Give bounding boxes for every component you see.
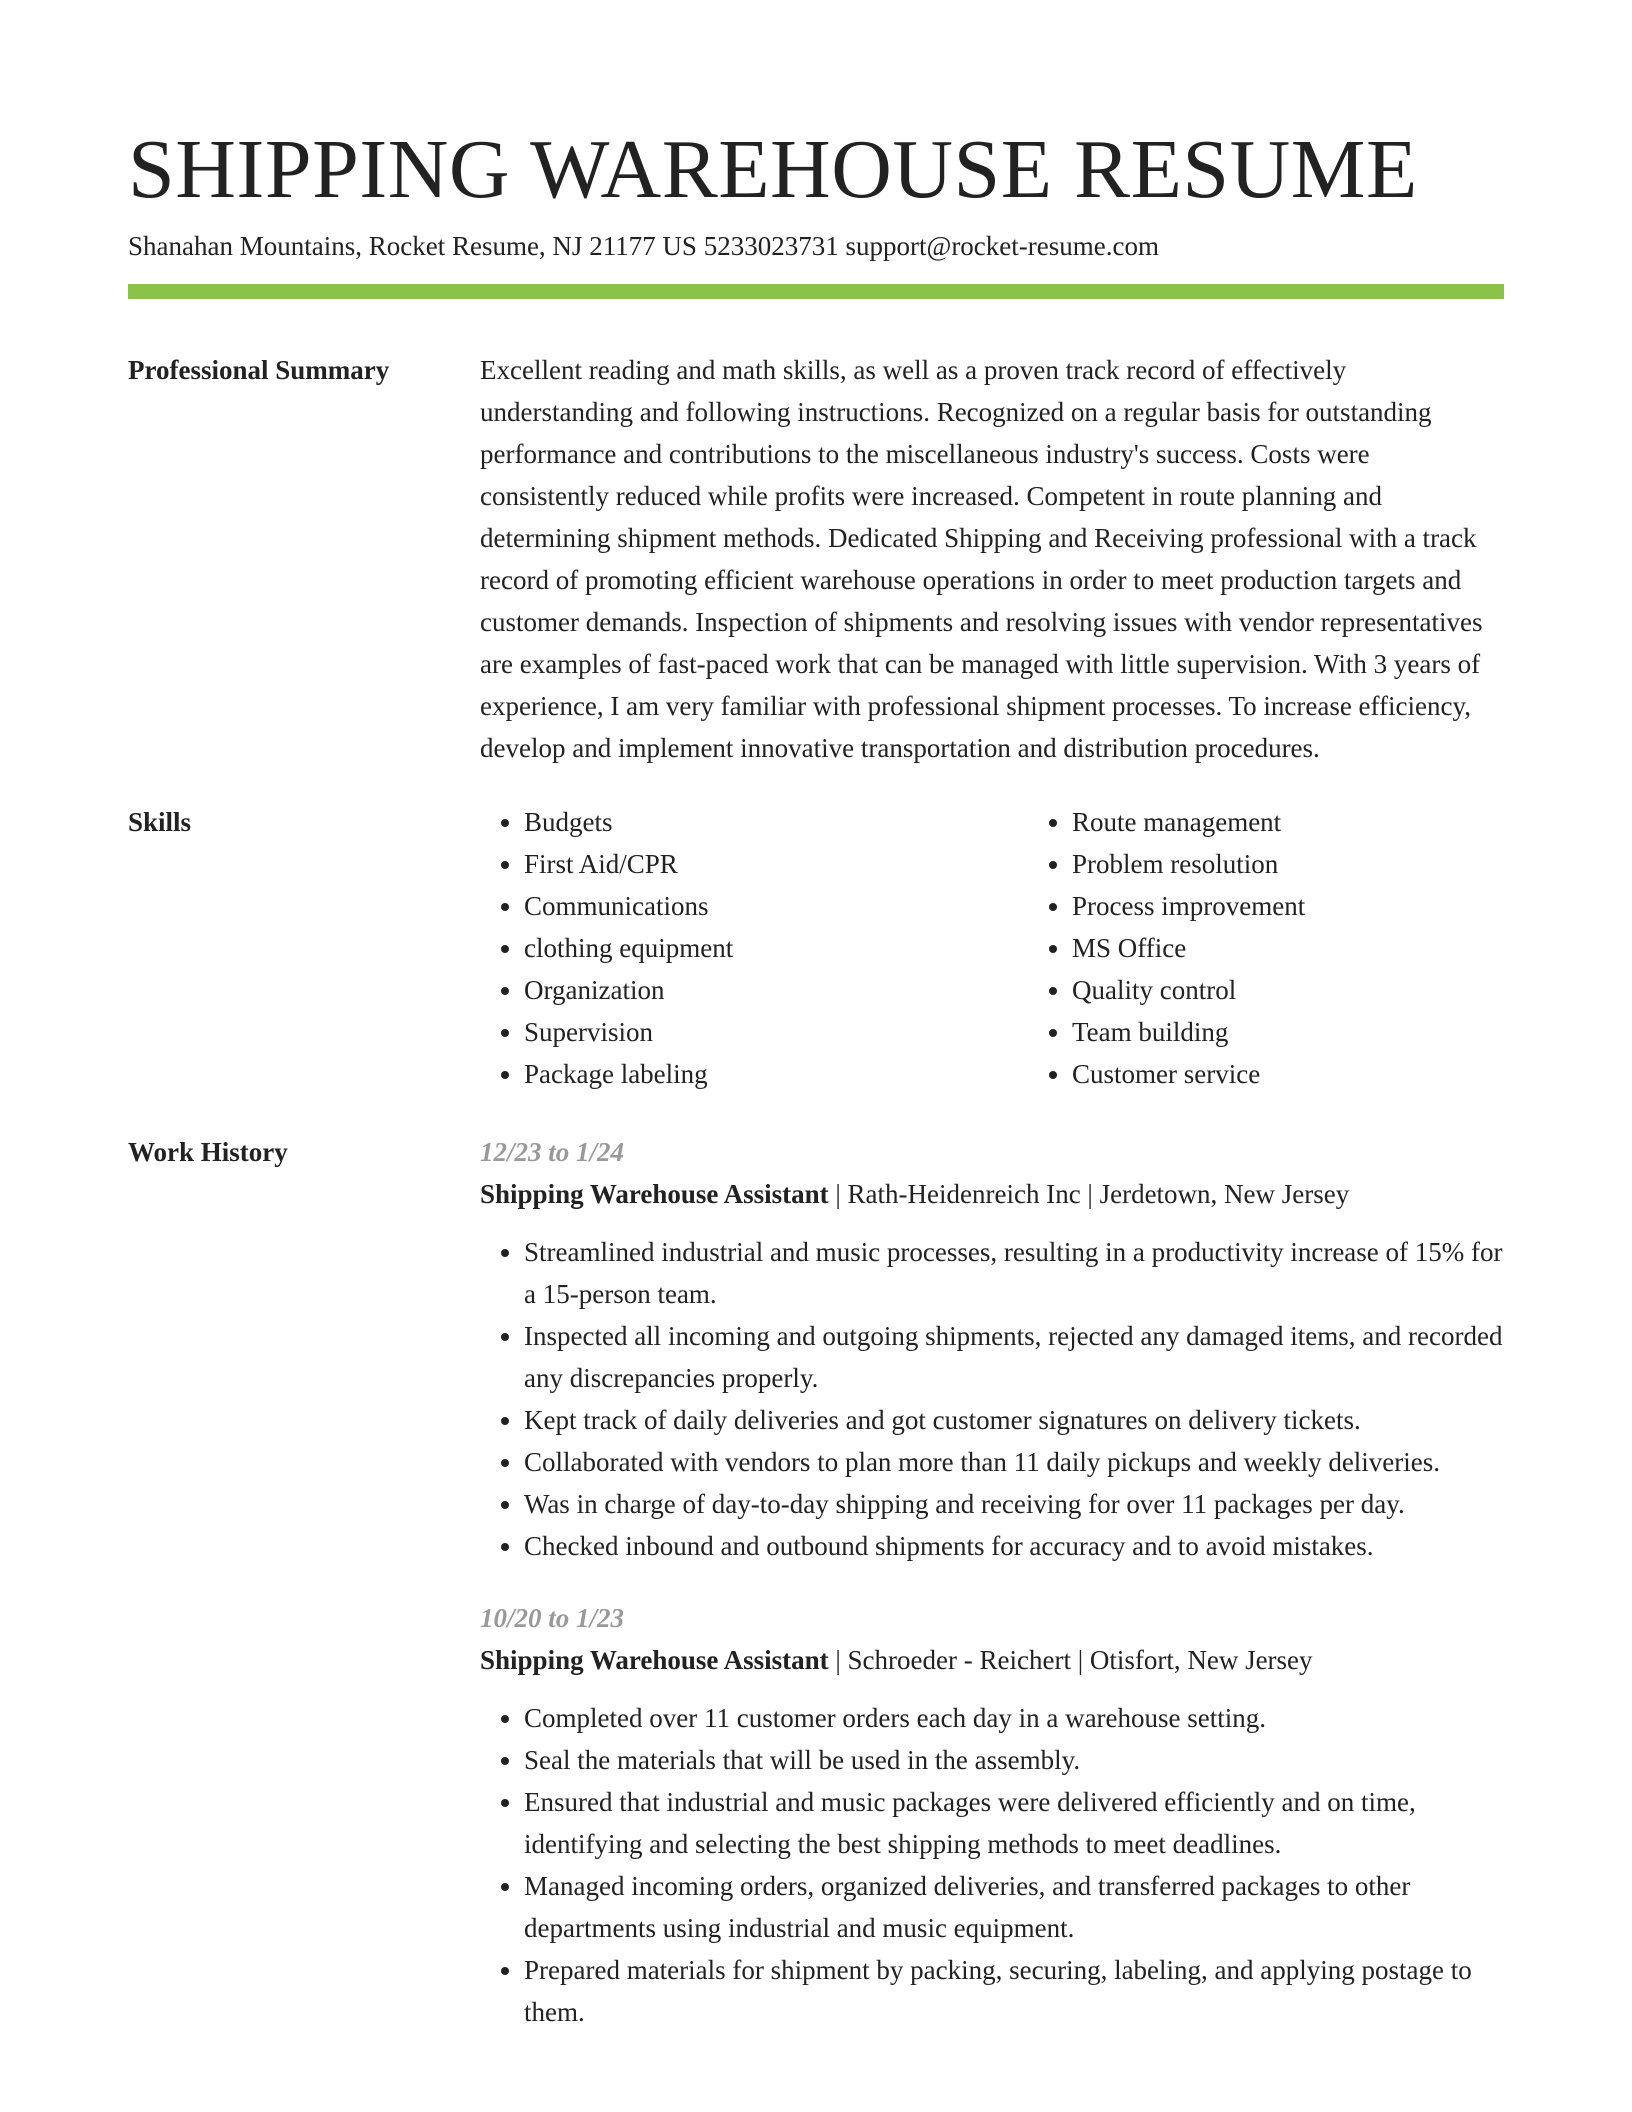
skill-item: • clothing equipment (524, 927, 1028, 969)
job-bullet: • Collaborated with vendors to plan more than 11 daily pickups and weekly deliveries. (524, 1441, 1504, 1483)
skill-item: • Budgets (524, 801, 1028, 843)
section-skills (128, 801, 1504, 1095)
skill-item: • Process improvement (1072, 885, 1576, 927)
job-bullet: • Checked inbound and outbound shipments for accuracy and to avoid mistakes. (524, 1525, 1504, 1567)
summary-text: Excellent reading and math skills, as well as a proven track record of effectively understanding and following instructions. Recognized on a regular basis for outstanding performance and contributions to the miscellaneous industry's success. Costs were consistently reduced while profits were increased. Competent in route planning and determining shipment methods. Dedicated Shipping and Receiving professional with a track record of promoting efficient warehouse operations in order to meet production targets and customer demands. Inspection of shipments and resolving issues with vendor representatives are examples of fast-paced work that can be managed with little supervision. With 3 years of experience, I am very familiar with professional shipment processes. To increase efficiency, develop and implement innovative transportation and distribution procedures. (480, 355, 1483, 763)
job-bullet: • Was in charge of day-to-day shipping and receiving for over 11 packages per day. (524, 1483, 1504, 1525)
job-bullet: • Seal the materials that will be used in the assembly. (524, 1739, 1504, 1781)
job-title: Shipping Warehouse Assistant (480, 1645, 829, 1675)
skill-item: • Organization (524, 969, 1028, 1011)
skill-item: • Supervision (524, 1011, 1028, 1053)
skill-item: • MS Office (1072, 927, 1576, 969)
skills-column-right (1028, 801, 1576, 1095)
job-bullets (480, 1231, 1504, 1567)
section-label: Skills (128, 807, 192, 837)
work-history-list (480, 1131, 1504, 2033)
skills-list (480, 801, 1576, 1095)
contact-info: Shanahan Mountains, Rocket Resume, NJ 21177 US 5233023731 support@rocket-resume.com (128, 231, 1159, 261)
job-company-location: | Rath-Heidenreich Inc | Jerdetown, New Jersey (828, 1179, 1350, 1209)
job-bullet: • Completed over 11 customer orders each day in a warehouse setting. (524, 1697, 1504, 1739)
job-date: 12/23 to 1/24 (480, 1137, 625, 1167)
job-heading (480, 1173, 1504, 1215)
skills-column-left (480, 801, 1028, 1095)
job-bullet: • Streamlined industrial and music processes, resulting in a productivity increase of 15% for a 15-person team. (524, 1231, 1504, 1315)
job-bullet: • Ensured that industrial and music packages were delivered efficiently and on time, identifying and selecting the best shipping methods to meet deadlines. (524, 1781, 1504, 1865)
skill-item: • Communications (524, 885, 1028, 927)
job-bullet: • Managed incoming orders, organized deliveries, and transferred packages to other departments using industrial and music equipment. (524, 1865, 1504, 1949)
job-bullet: • Prepared materials for shipment by packing, securing, labeling, and applying postage to them. (524, 1949, 1504, 2033)
skill-item: • First Aid/CPR (524, 843, 1028, 885)
skill-item: • Problem resolution (1072, 843, 1576, 885)
skill-item: • Quality control (1072, 969, 1576, 1011)
section-label: Professional Summary (128, 355, 390, 385)
job-bullet: • Inspected all incoming and outgoing shipments, rejected any damaged items, and recorded any discrepancies properly. (524, 1315, 1504, 1399)
section-work-history (128, 1131, 1504, 2033)
job-bullet: • Kept track of daily deliveries and got customer signatures on delivery tickets. (524, 1399, 1504, 1441)
skill-item: • Route management (1072, 801, 1576, 843)
job-company-location: | Schroeder - Reichert | Otisfort, New Jersey (828, 1645, 1313, 1675)
job-entry (480, 1597, 1504, 2033)
job-title: Shipping Warehouse Assistant (480, 1179, 829, 1209)
job-entry (480, 1131, 1504, 1567)
job-date: 10/20 to 1/23 (480, 1603, 625, 1633)
skill-item: • Customer service (1072, 1053, 1576, 1095)
resume-title: SHIPPING WAREHOUSE RESUME (128, 123, 1418, 216)
accent-divider (128, 284, 1504, 299)
section-professional-summary (128, 349, 1504, 769)
job-bullets (480, 1697, 1504, 2033)
job-heading (480, 1639, 1504, 1681)
section-label: Work History (128, 1137, 288, 1167)
skill-item: • Team building (1072, 1011, 1576, 1053)
skill-item: • Package labeling (524, 1053, 1028, 1095)
